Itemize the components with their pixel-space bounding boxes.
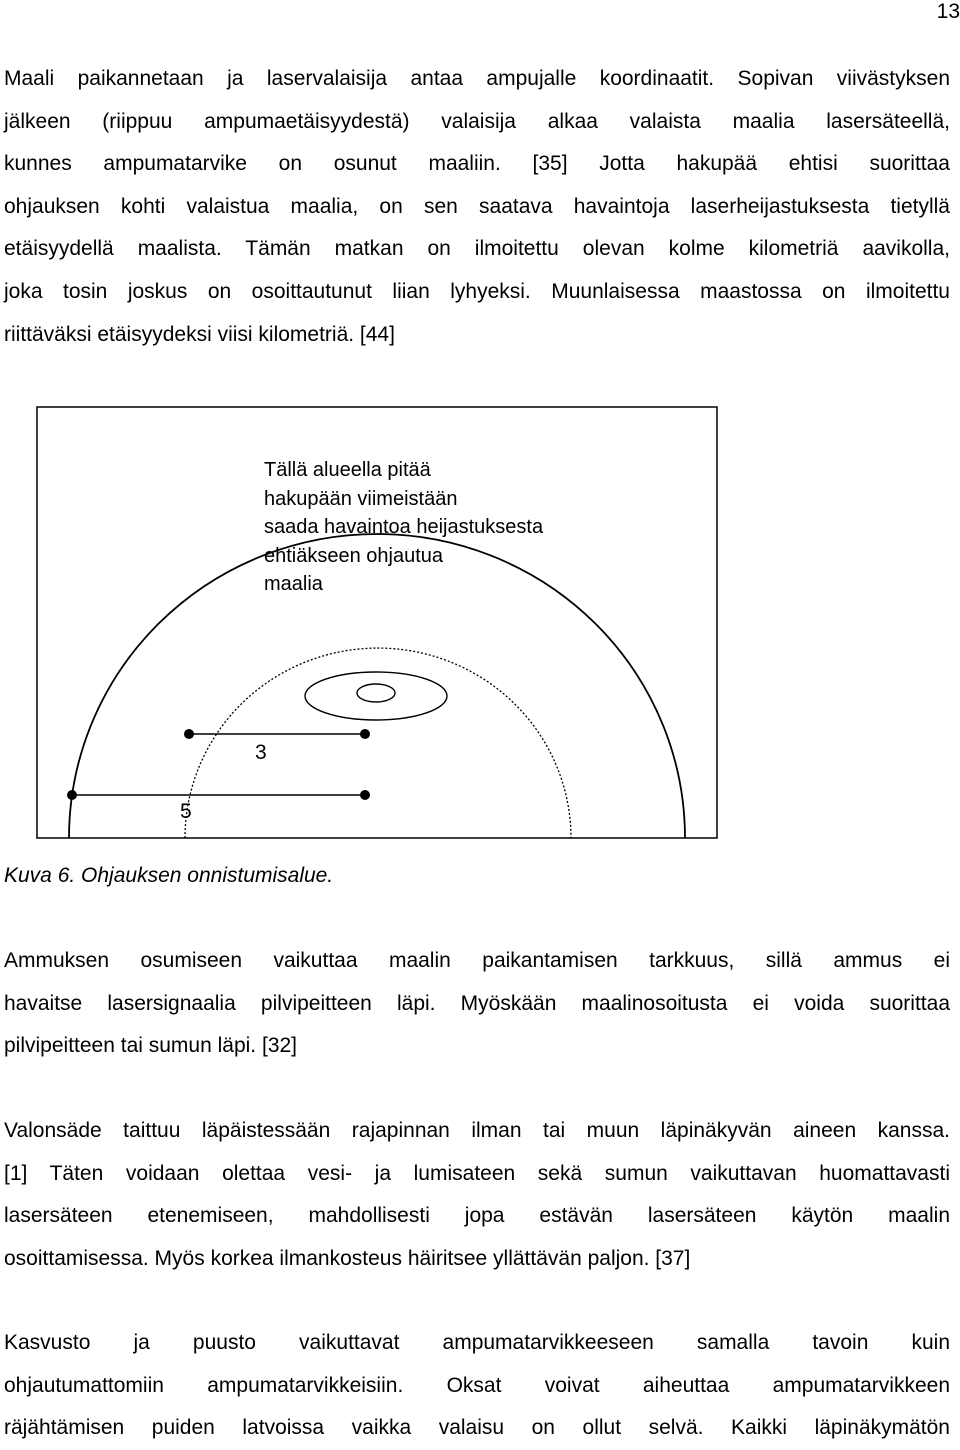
- distance-label-5: 5: [180, 800, 192, 823]
- annotation-line: maalia: [264, 573, 323, 596]
- guidance-success-area-figure: [36, 406, 718, 839]
- page-number: 13: [936, 0, 960, 23]
- text-line: kunnes ampumatarvike on osunut maaliin. [35] Jotta hakupää ehtisi suorittaa: [4, 152, 950, 176]
- annotation-line: Tällä alueella pitää: [264, 459, 431, 481]
- text-line: räjähtämisen puiden latvoissa vaikka valaisu on ollut selvä. Kaikki läpinäkymätön: [4, 1416, 950, 1440]
- annotation-line: ehtiäkseen ohjautua: [264, 544, 444, 567]
- annotation-line: saada havaintoa heijastuksesta: [264, 516, 544, 539]
- text-line: Valonsäde taittuu läpäistessään rajapinnan ilman tai muun läpinäkyvän aineen kanssa.: [4, 1119, 950, 1142]
- text-line: Kasvusto ja puusto vaikuttavat ampumatarvikkeeseen samalla tavoin kuin: [4, 1331, 950, 1354]
- text-line: ohjautumattomiin ampumatarvikkeisiin. Oksat voivat aiheuttaa ampumatarvikkeen: [4, 1373, 950, 1397]
- text-line: havaitse lasersignaalia pilvipeitteen läpi. Myöskään maalinosoitusta ei voida suorittaa: [4, 991, 950, 1015]
- distance-line-5-start: [67, 790, 77, 800]
- inner-range-arc: [185, 648, 571, 838]
- target-ellipse: [357, 684, 395, 702]
- figure-caption: Kuva 6. Ohjauksen onnistumisalue.: [4, 864, 334, 887]
- text-line: jälkeen (riippuu ampumaetäisyydestä) valaisija alkaa valaista maalia lasersäteellä,: [4, 109, 950, 133]
- target-zone-ellipse: [305, 672, 447, 720]
- text-line: pilvipeitteen tai sumun läpi. [32]: [4, 1034, 298, 1058]
- text-line: lasersäteen etenemiseen, mahdollisesti jopa estävän lasersäteen käytön maalin: [4, 1204, 950, 1228]
- text-line: [1] Täten voidaan olettaa vesi- ja lumisateen sekä sumun vaikuttavan huomattavasti: [4, 1161, 950, 1185]
- paragraph-light-refraction: [4, 1110, 950, 1280]
- distance-line-3-end: [360, 729, 370, 739]
- text-line: riittäväksi etäisyydeksi viisi kilometriä. [44]: [4, 322, 395, 346]
- text-line: osoittamisessa. Myös korkea ilmankosteus häiritsee yllättävän paljon. [37]: [4, 1246, 691, 1270]
- annotation-line: hakupään viimeistään: [264, 487, 458, 510]
- distance-line-5-end: [360, 790, 370, 800]
- distance-label-3: 3: [255, 741, 267, 764]
- distance-line-3-start: [184, 729, 194, 739]
- text-line: etäisyydellä maalista. Tämän matkan on ilmoitettu olevan kolme kilometriä aavikolla,: [4, 237, 950, 261]
- paragraph-laser-designation: [4, 58, 950, 356]
- text-line: Maali paikannetaan ja laservalaisija antaa ampujalle koordinaatit. Sopivan viivästyksen: [4, 67, 950, 90]
- text-line: Ammuksen osumiseen vaikuttaa maalin paikantamisen tarkkuus, sillä ammus ei: [4, 949, 950, 972]
- paragraph-vegetation: [4, 1322, 950, 1450]
- figure-annotation: [264, 456, 664, 599]
- paragraph-target-location-accuracy: [4, 940, 950, 1068]
- text-line: joka tosin joskus on osoittautunut liian lyhyeksi. Muunlaisessa maastossa on ilmoitettu: [4, 279, 950, 303]
- text-line: ohjauksen kohti valaistua maalia, on sen saatava havaintoja laserheijastuksesta tietyllä: [4, 194, 950, 218]
